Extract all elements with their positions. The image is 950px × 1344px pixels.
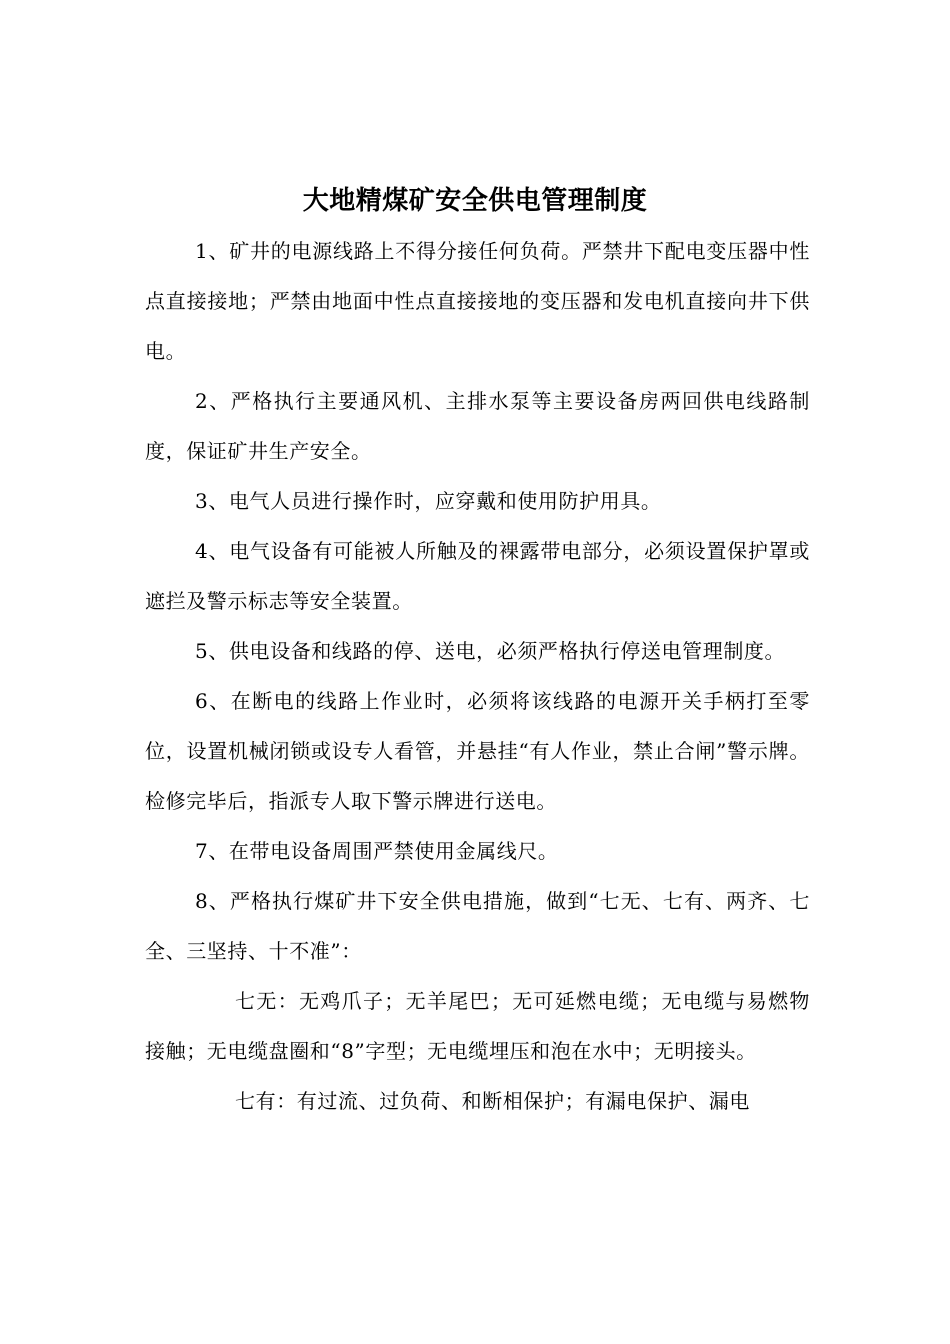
- paragraph-5: 5、供电设备和线路的停、送电，必须严格执行停送电管理制度。: [195, 639, 786, 663]
- paragraph-6: 6、在断电的线路上作业时，必须将该线路的电源开关手柄打至零位，设置机械闭锁或设专人看管，并悬挂“有人作业，禁止合闸”警示牌。检修完毕后，指派专人取下警示牌进行送电。: [145, 689, 810, 813]
- paragraph-4: 4、电气设备有可能被人所触及的裸露带电部分，必须设置保护罩或遮拦及警示标志等安全装置。: [145, 539, 810, 613]
- document-title: 大地精煤矿安全供电管理制度: [302, 186, 648, 216]
- paragraph-7: 7、在带电设备周围严禁使用金属线尺。: [195, 839, 559, 863]
- document-body: [145, 226, 810, 1126]
- paragraph-8: 8、严格执行煤矿井下安全供电措施，做到“七无、七有、两齐、七全、三坚持、十不准”：: [145, 889, 810, 963]
- paragraph-2: 2、严格执行主要通风机、主排水泵等主要设备房两回供电线路制度，保证矿井生产安全。: [145, 389, 810, 463]
- subparagraph-qiwu: 七无：无鸡爪子；无羊尾巴；无可延燃电缆；无电缆与易燃物接触；无电缆盘圈和“8”字型；无电缆埋压和泡在水中；无明接头。: [145, 989, 810, 1063]
- paragraph-3: 3、电气人员进行操作时，应穿戴和使用防护用具。: [195, 489, 662, 513]
- paragraph-1: 1、矿井的电源线路上不得分接任何负荷。严禁井下配电变压器中性点直接接地；严禁由地面中性点直接接地的变压器和发电机直接向井下供电。: [145, 239, 810, 363]
- subparagraph-qiyou: 七有：有过流、过负荷、和断相保护；有漏电保护、漏电: [235, 1089, 750, 1113]
